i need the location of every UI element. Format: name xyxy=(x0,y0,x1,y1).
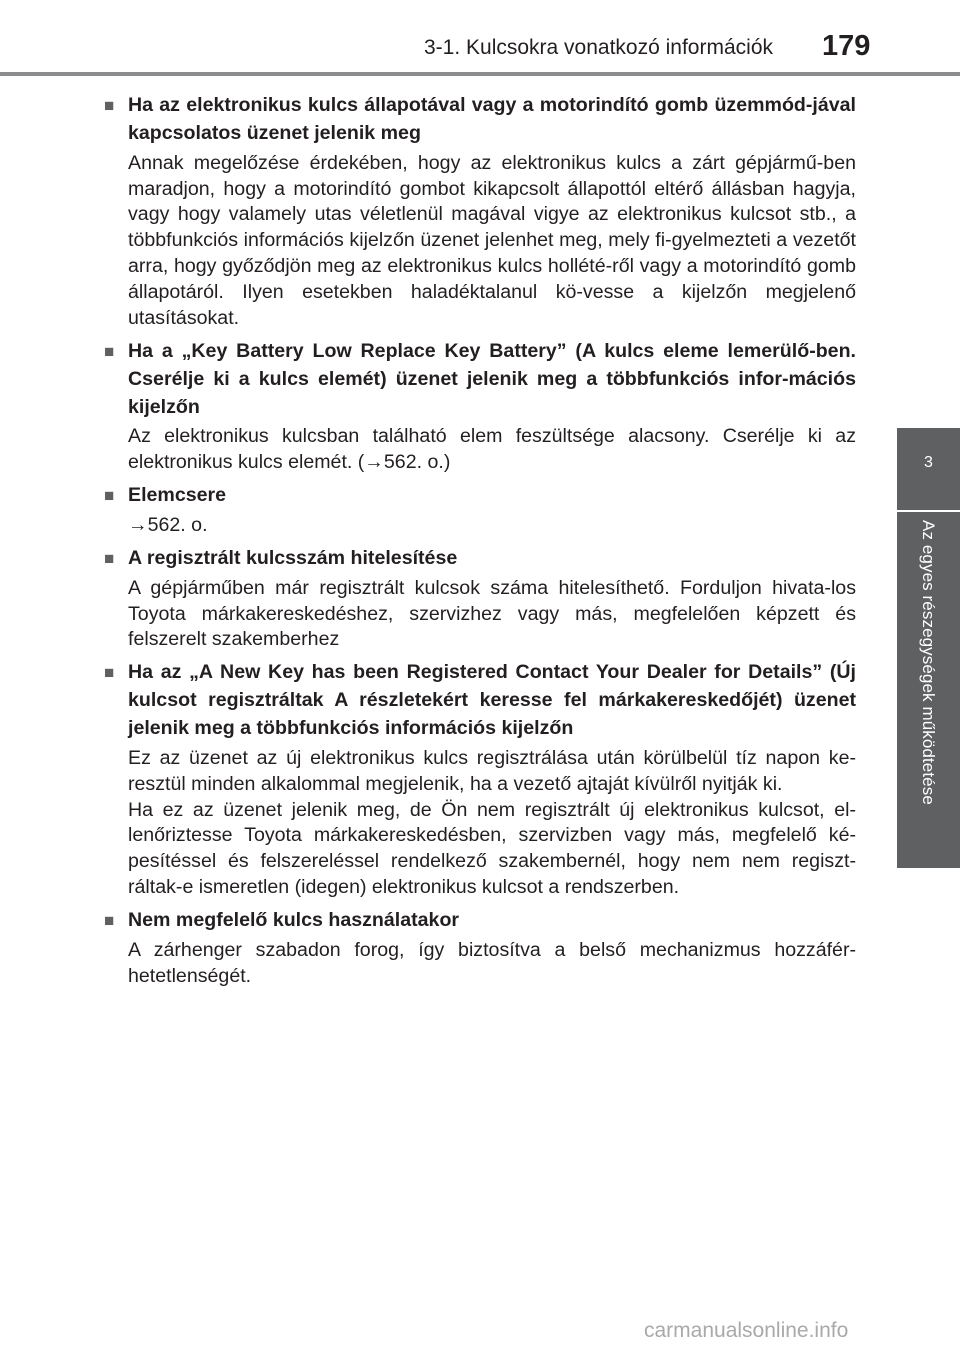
section-heading-text: Elemcsere xyxy=(128,484,227,507)
section-heading xyxy=(104,92,856,148)
section-heading xyxy=(104,659,856,742)
section-heading-text: Ha az „A New Key has been Registered Contact Your Dealer for Details” (Új kulcsot regisztráltak A részletekért keresse fel márkakereskedőjét) üzenet jelenik meg a többfunkciós információs kijelzőn xyxy=(128,661,856,739)
chapter-number: 3 xyxy=(924,454,933,471)
section-heading xyxy=(104,482,856,510)
section-body xyxy=(128,576,856,654)
running-header-title: 3-1. Kulcsokra vonatkozó információk xyxy=(424,36,773,59)
paragraph: A zárhenger szabadon forog, így biztosítva a belső mechanizmus hozzáfér-hetetlenségét. xyxy=(128,938,856,987)
section-wrong-key xyxy=(104,907,856,990)
paragraph: Ha ez az üzenet jelenik meg, de Ön nem regisztrált új elektronikus kulcsot, el-lenőriztesse Toyota márkakereskedésben, szervizben vagy más, megfelelő ké-pesítéssel és felszereléssel rendelkező szakembernél, hogy nem nem regiszt-ráltak-e ismeretlen (idegen) elektronikus kulcsot a rendszerben. xyxy=(128,798,856,899)
header-divider xyxy=(0,72,960,76)
section-heading xyxy=(104,907,856,935)
square-bullet-icon: ■ xyxy=(104,96,115,115)
paragraph: A gépjárműben már regisztrált kulcsok száma hitelesíthető. Forduljon hivata-los Toyota márkakereskedéshez, szervizhez vagy más, megfelelően képzett és felszerelt szakemberhez xyxy=(128,576,856,651)
square-bullet-icon: ■ xyxy=(104,486,115,506)
square-bullet-icon: ■ xyxy=(104,341,115,361)
section-new-key-registered xyxy=(104,659,856,901)
square-bullet-icon: ■ xyxy=(104,548,115,568)
section-body xyxy=(128,746,856,901)
section-key-battery-low xyxy=(104,338,856,476)
page-number: 179 xyxy=(822,30,871,62)
section-body xyxy=(128,938,856,990)
section-body xyxy=(128,513,856,539)
section-battery-replacement xyxy=(104,482,856,539)
page-reference: →562. o. xyxy=(128,513,208,536)
section-body xyxy=(128,151,856,332)
section-key-status-message xyxy=(104,92,856,332)
paragraph: Az elektronikus kulcsban található elem feszültsége alacsony. Cserélje ki az elektronikus kulcs elemét. (→562. o.) xyxy=(128,425,856,474)
page-content xyxy=(104,92,856,996)
section-heading-text: Ha az elektronikus kulcs állapotával vagy a motorindító gomb üzemmód-jával kapcsolatos üzenet jelenik meg xyxy=(128,94,856,144)
chapter-side-title: Az egyes részegységek működtetése xyxy=(919,520,938,805)
section-heading xyxy=(104,338,856,421)
section-heading xyxy=(104,545,856,573)
section-heading-text: Nem megfelelő kulcs használatakor xyxy=(128,909,460,932)
section-heading-text: Ha a „Key Battery Low Replace Key Battery” (A kulcs eleme lemerülő-ben. Cserélje ki a kulcs elemét) üzenet jelenik meg a többfunkciós infor-mációs kijelzőn xyxy=(128,339,856,418)
square-bullet-icon: ■ xyxy=(104,911,115,931)
section-registered-key-count xyxy=(104,545,856,654)
chapter-tab xyxy=(897,428,960,510)
paragraph: Annak megelőzése érdekében, hogy az elektronikus kulcs a zárt gépjármű-ben maradjon, hogy a motorindító gombot kikapcsolt állapottól eltérő állásban hagyja, vagy hogy valamely utas véletlenül magával vigye az elektronikus kulcsot stb., a többfunkciós információs kijelzőn üzenet jelenhet meg, mely fi-gyelmezteti a vezetőt arra, hogy győződjön meg az elektronikus kulcs hollété-ről vagy a motorindító gomb állapotáról. Ilyen esetekben haladéktalanul kö-vesse a kijelzőn megjelenő utasításokat. xyxy=(128,151,856,330)
section-body xyxy=(128,424,856,476)
section-heading-text: A regisztrált kulcsszám hitelesítése xyxy=(128,546,458,569)
paragraph: Ez az üzenet az új elektronikus kulcs regisztrálása után körülbelül tíz napon ke-resztül minden alkalommal megjelenik, ha a vezető ajtaját kívülről nyitják ki. xyxy=(128,746,856,795)
square-bullet-icon: ■ xyxy=(104,663,115,683)
watermark: carmanualsonline.info xyxy=(644,1319,849,1342)
